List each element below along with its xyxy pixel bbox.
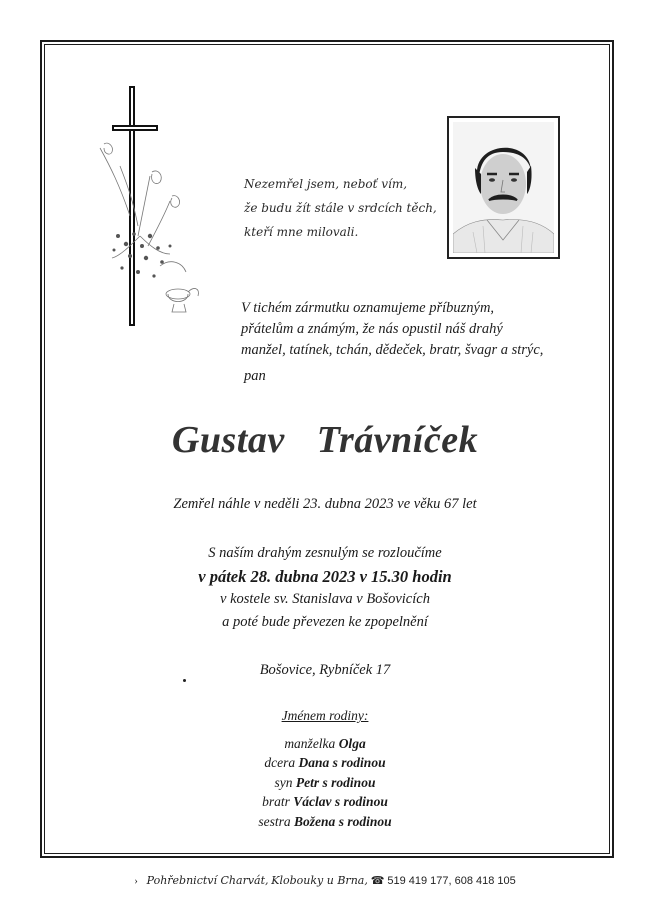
first-name: Gustav bbox=[171, 419, 285, 461]
family-heading: Jménem rodiny: bbox=[281, 708, 369, 723]
announcement-line: V tichém zármutku oznamujeme příbuzným, bbox=[241, 300, 495, 316]
arrow-icon: › bbox=[134, 875, 138, 887]
funeral-line: a poté bude převezen ke zpopelnění bbox=[222, 614, 428, 630]
death-notice: Zemřel náhle v neděli 23. dubna 2023 ve věku 67 let bbox=[173, 496, 477, 512]
last-name: Trávníček bbox=[316, 419, 479, 461]
portrait-photo-frame bbox=[447, 116, 560, 259]
family-list bbox=[0, 706, 650, 831]
portrait-photo bbox=[453, 122, 554, 253]
funeral-place: v kostele sv. Stanislava v Bošovicích bbox=[220, 591, 430, 607]
poem-line: kteří mne milovali. bbox=[244, 225, 359, 239]
family-member: manželka Olga bbox=[284, 735, 366, 751]
footer-company: Pohřebnictví Charvát, bbox=[146, 874, 269, 887]
family-member: sestra Božena s rodinou bbox=[258, 813, 392, 829]
announcement-line: přátelům a známým, že nás opustil náš drahý bbox=[241, 321, 503, 337]
family-member: bratr Václav s rodinou bbox=[262, 794, 388, 809]
footer-phones: 519 419 177, 608 418 105 bbox=[387, 875, 516, 887]
flowers-icon bbox=[100, 143, 198, 312]
poem-line: Nezemřel jsem, neboť vím, bbox=[244, 177, 408, 191]
cross-flowers-illustration bbox=[90, 86, 210, 331]
telephone-icon: ☎ bbox=[370, 875, 385, 887]
family-member: dcera Dana s rodinou bbox=[264, 755, 386, 770]
dot-mark bbox=[183, 679, 186, 682]
deceased-name bbox=[0, 418, 650, 462]
announcement-line: manžel, tatínek, tchán, dědeček, bratr, švagr a strýc, bbox=[241, 342, 544, 358]
funeral-line: S naším drahým zesnulým se rozloučíme bbox=[208, 545, 442, 561]
family-member: syn Petr s rodinou bbox=[274, 774, 376, 790]
poem bbox=[244, 172, 437, 244]
funeral-date: v pátek 28. dubna 2023 v 15.30 hodin bbox=[198, 567, 452, 586]
cross-icon bbox=[112, 86, 158, 326]
title-pan: pan bbox=[244, 368, 266, 384]
poem-line: že budu žít stále v srdcích těch, bbox=[244, 201, 437, 215]
footer bbox=[0, 874, 650, 887]
footer-place: Klobouky u Brna, bbox=[271, 874, 368, 887]
announcement bbox=[241, 298, 571, 361]
address: Bošovice, Rybníček 17 bbox=[259, 662, 391, 678]
funeral-info bbox=[0, 542, 650, 634]
